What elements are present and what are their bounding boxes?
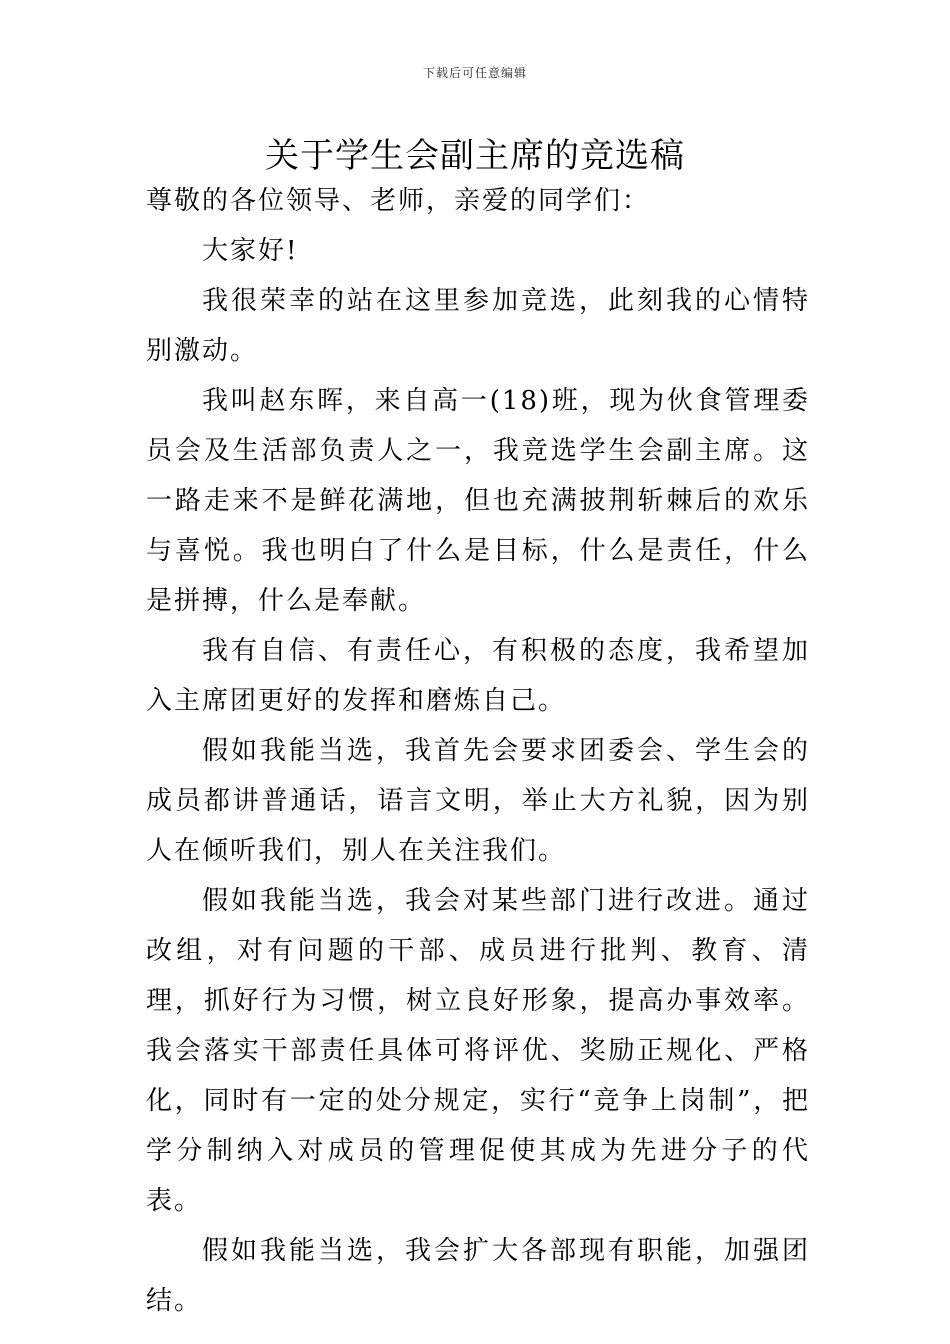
header-note: 下载后可任意编辑	[422, 66, 527, 80]
document-body	[146, 176, 810, 1326]
paragraph-greeting: 大家好!	[202, 236, 299, 266]
paragraph-5: 假如我能当选，我会对某些部门进行改进。通过改组，对有问题的干部、成员进行批判、教育、清理，抓好行为习惯，树立良好形象，提高办事效率。我会落实干部责任具体可将评优、奖励正规化、严格化，同时有一定的处分规定，实行“竞争上岗制”，把学分制纳入对成员的管理促使其成为先进分子的代表。	[146, 886, 810, 1216]
salutation: 尊敬的各位领导、老师，亲爱的同学们：	[146, 186, 651, 216]
paragraph-4: 假如我能当选，我首先会要求团委会、学生会的成员都讲普通话，语言文明，举止大方礼貌，因为别人在倾听我们，别人在关注我们。	[146, 736, 810, 866]
paragraph-1: 我很荣幸的站在这里参加竞选，此刻我的心情特别激动。	[146, 286, 810, 366]
paragraph-2: 我叫赵东晖，来自高一(18)班，现为伙食管理委员会及生活部负责人之一，我竞选学生会副主席。这一路走来不是鲜花满地，但也充满披荆斩棘后的欢乐与喜悦。我也明白了什么是目标，什么是责任，什么是拼搏，什么是奉献。	[146, 386, 810, 616]
paragraph-6: 假如我能当选，我会扩大各部现有职能，加强团结。	[146, 1236, 810, 1316]
document-title: 关于学生会副主席的竞选稿	[265, 136, 685, 176]
paragraph-3: 我有自信、有责任心，有积极的态度，我希望加入主席团更好的发挥和磨炼自己。	[146, 636, 810, 716]
